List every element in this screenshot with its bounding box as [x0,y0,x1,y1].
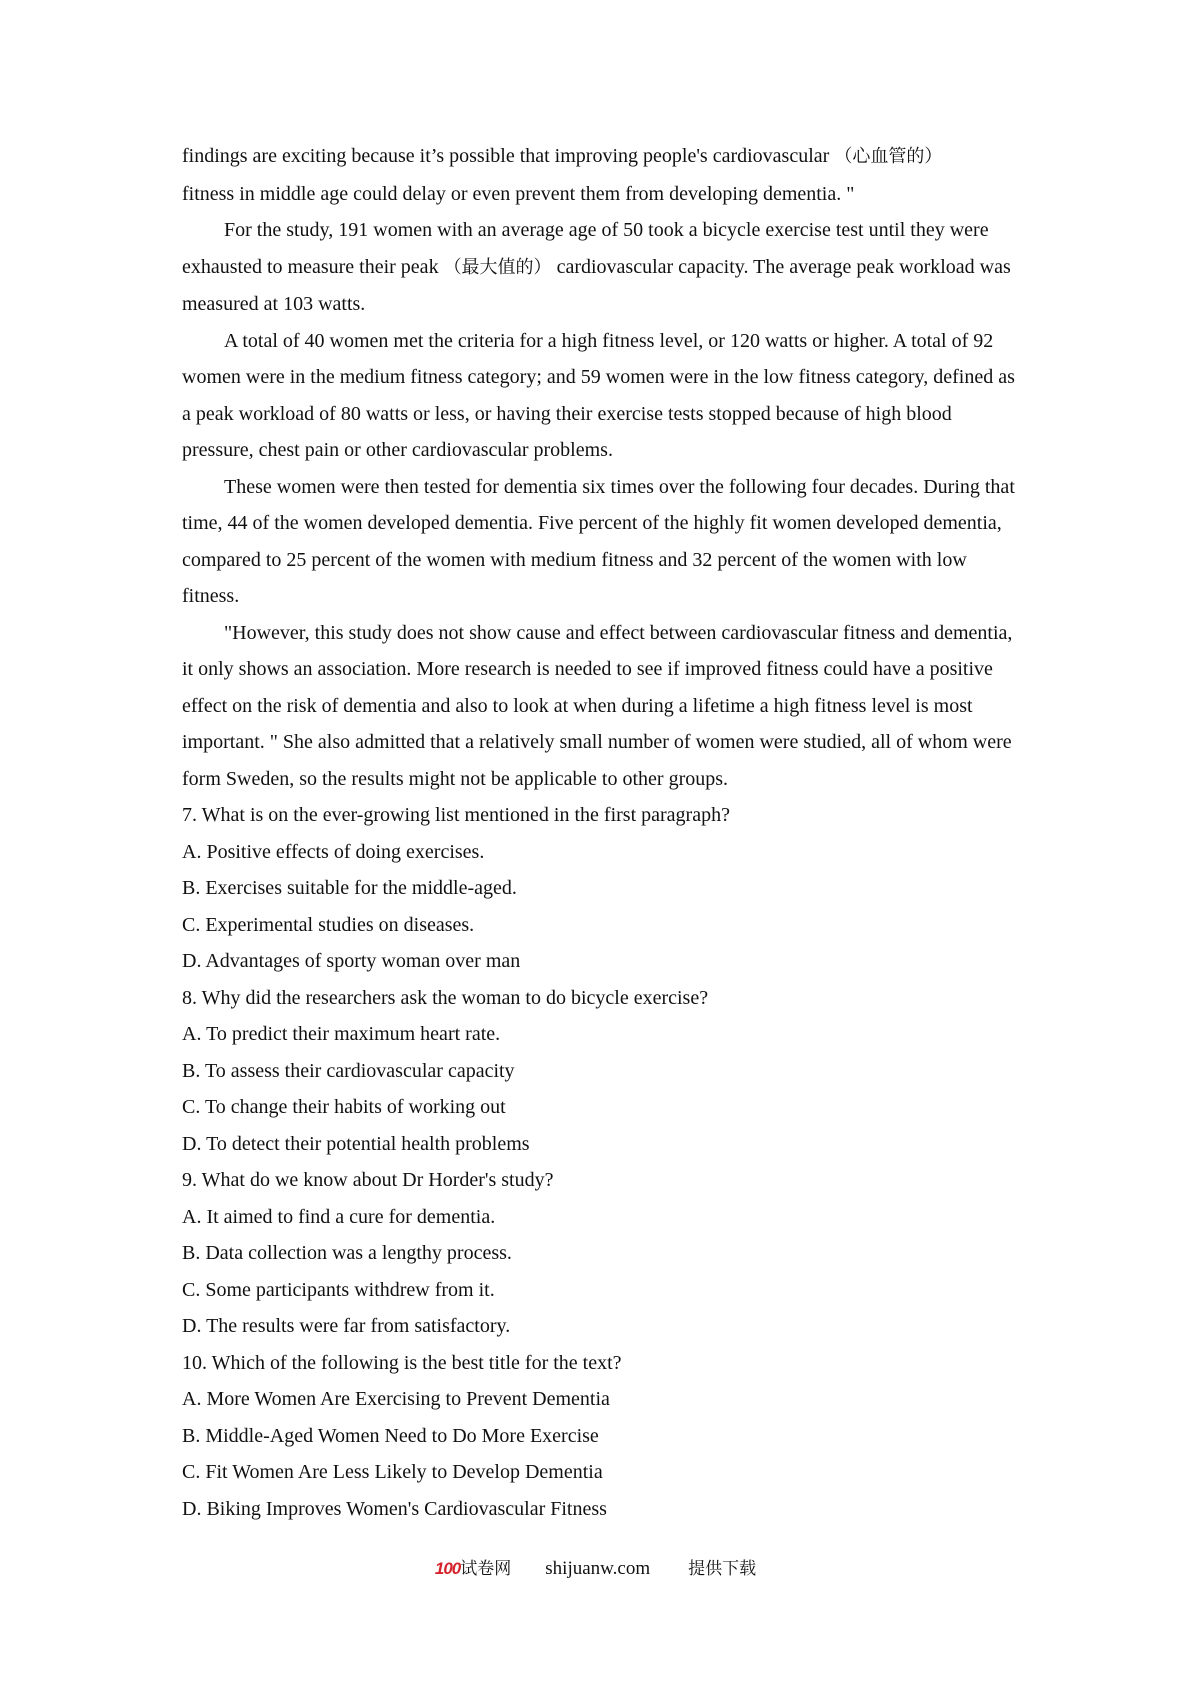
question-stem: 7. What is on the ever-growing list mentioned in the first paragraph? [182,804,730,826]
passage-text: findings are exciting because it’s possible that improving people's cardiovascular [182,145,835,167]
site-url: shijuanw.com [545,1558,651,1579]
question-stem: 9. What do we know about Dr Horder's study? [182,1169,554,1191]
answer-option: B. Exercises suitable for the middle-aged. [182,877,517,899]
passage-text: For the study, 191 women with an average age of 50 took a bicycle exercise test until they were exhausted to measure their peak [182,219,989,278]
chinese-gloss: （最大值的） [443,256,552,278]
answer-option: A. To predict their maximum heart rate. [182,1023,501,1045]
question-stem: 8. Why did the researchers ask the woman to do bicycle exercise? [182,986,709,1009]
question-8 [182,980,1018,1163]
answer-option: A. Positive effects of doing exercises. [182,840,485,863]
passage-line: fitness in middle age could delay or even prevent them from developing dementia. " [182,182,855,205]
answer-option: D. The results were far from satisfactory. [182,1315,511,1337]
answer-option: C. To change their habits of working out [182,1096,506,1118]
passage-paragraph [182,212,1018,323]
answer-option: C. Some participants withdrew from it. [182,1278,495,1301]
answer-option: D. To detect their potential health problems [182,1132,530,1155]
answer-option: A. More Women Are Exercising to Prevent Dementia [182,1388,610,1410]
passage-paragraph: A total of 40 women met the criteria for a high fitness level, or 120 watts or higher. A total of 92 women were in the medium fitness category; and 59 women were in the low fitness category, defined as a peak workload of 80 watts or less, or having their exercise tests stopped because of high blood pressure, chest pain or other cardiovascular problems. [182,329,1015,461]
answer-option: D. Advantages of sporty woman over man [182,950,521,972]
chinese-gloss: （心血管的） [834,146,943,167]
answer-option: A. It aimed to find a cure for dementia. [182,1205,496,1228]
question-10 [182,1345,1018,1528]
answer-option: C. Fit Women Are Less Likely to Develop Dementia [182,1461,603,1483]
answer-option: B. To assess their cardiovascular capacity [182,1059,515,1082]
site-logo-number: 100 [434,1559,461,1578]
answer-option: D. Biking Improves Women's Cardiovascular Fitness [182,1497,607,1520]
question-9 [182,1162,1018,1345]
document-page [182,138,1018,1527]
question-stem: 10. Which of the following is the best title for the text? [182,1351,622,1374]
download-note: 提供下载 [688,1559,757,1579]
passage-paragraph: "However, this study does not show cause and effect between cardiovascular fitness and dementia, it only shows an association. More research is needed to see if improved fitness could have a positive effect on the risk of dementia and also to look at when during a lifetime a high fitness level is most important. " She also admitted that a relatively small number of women were studied, all of whom were form Sweden, so the results might not be applicable to other groups. [182,621,1013,790]
passage-line [182,138,1018,176]
answer-option: C. Experimental studies on diseases. [182,913,475,936]
answer-option: B. Middle-Aged Women Need to Do More Exercise [182,1424,599,1447]
page-footer [0,1554,1191,1580]
site-logo-text: 试卷网 [460,1559,512,1579]
passage-text: cardiovascular capacity. The average peak workload was measured at 103 watts. [182,255,1011,315]
answer-option: B. Data collection was a lengthy process. [182,1242,512,1264]
question-7 [182,797,1018,980]
passage-paragraph: These women were then tested for dementia six times over the following four decades. During that time, 44 of the women developed dementia. Five percent of the highly fit women developed dementia, compared to 25 percent of the women with medium fitness and 32 percent of the women with low fitness. [182,475,1015,607]
